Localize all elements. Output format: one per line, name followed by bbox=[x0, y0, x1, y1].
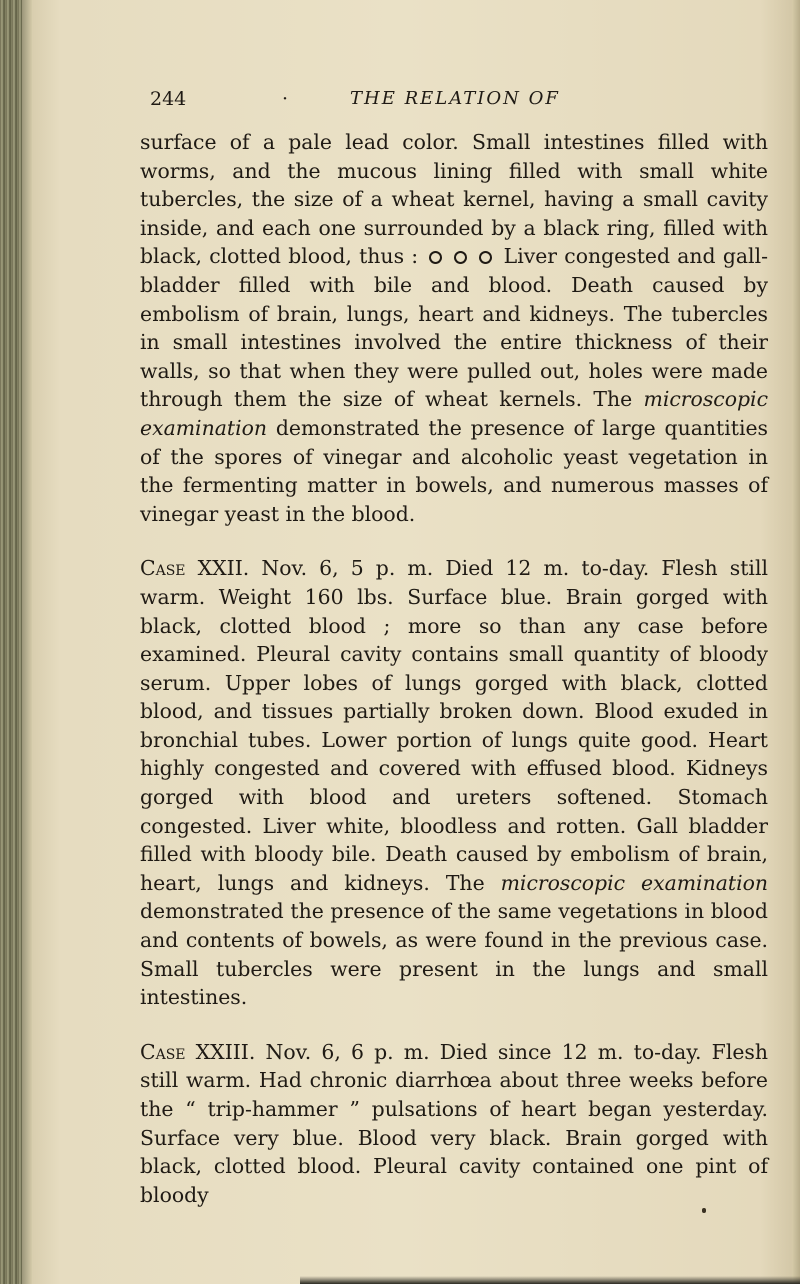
case-heading: Case XXIII. bbox=[140, 1039, 256, 1064]
page-gutter bbox=[22, 0, 32, 1284]
paragraph-2-part-a: Nov. 6, 5 p. m. Died 12 m. to-day. Flesh still warm. Weight 160 lbs. Surface blue. Brain gorged with black, clotted blood ; more so than any case before examined. Pleural cavity contains small quantity of bloody serum. Upper lobes of lungs gorged with black, clotted blood, and tissues partially broken down. Blood exuded in bronchial tubes. Lower portion of lungs quite good. Heart highly congested and covered with effused blood. Kidneys gorged with blood and ureters softened. Stomach congested. Liver white, bloodless and rotten. Gall bladder filled with bloody bile. Death caused by embolism of brain, heart, lungs and kidneys. The bbox=[140, 556, 768, 895]
header-separator: · bbox=[282, 88, 289, 110]
body-text bbox=[140, 128, 768, 1209]
circle-icon bbox=[479, 251, 492, 264]
paragraph-1-part-c: demonstrated the presence of large quantities of the spores of vinegar and alcoholic yeast vegetation in the fermenting matter in bowels, and numerous masses of vinegar yeast in the blood. bbox=[140, 415, 768, 526]
paragraph-1-part-b: Liver congested and gall-bladder filled with bile and blood. Death caused by embolism of brain, lungs, heart and kidneys. The tubercles in small intestines involved the entire thickness of their walls, so that when they were pulled out, holes were made through them the size of wheat kernels. The bbox=[140, 244, 768, 412]
paragraph-2-part-b: demonstrated the presence of the same vegetations in blood and contents of bowels, as were found in the previous case. Small tubercles were present in the lungs and small intestines. bbox=[140, 899, 768, 1010]
circle-icon bbox=[454, 251, 467, 264]
ink-speck bbox=[702, 1208, 706, 1213]
paragraph-case-23 bbox=[140, 1038, 768, 1210]
page-number: 244 bbox=[150, 88, 187, 110]
page-edge bbox=[792, 0, 800, 1284]
paragraph-3-part-a: Nov. 6, 6 p. m. Died since 12 m. to-day. Flesh still warm. Had chronic diarrhœa about three weeks before the “ trip-hammer ” pulsations of heart began yesterday. Surface very blue. Blood very black. Brain gorged with black, clotted blood. Pleural cavity contained one pint of bloody bbox=[140, 1039, 769, 1207]
paragraph-1-part-a: surface of a pale lead color. Small intestines filled with worms, and the mucous lining filled with small white tubercles, the size of a wheat kernel, having a small cavity inside, and each one surrounded by a black ring, filled with black, clotted blood, thus : bbox=[140, 130, 768, 269]
running-header bbox=[150, 88, 710, 118]
book-spine bbox=[0, 0, 22, 1284]
running-title: THE RELATION OF bbox=[350, 88, 560, 109]
paragraph-case-22 bbox=[140, 554, 768, 1012]
bottom-shadow bbox=[300, 1276, 800, 1284]
tubercle-figure bbox=[429, 251, 492, 264]
italic-phrase: microscopic examination bbox=[500, 870, 768, 895]
case-heading: Case XXII. bbox=[140, 556, 250, 581]
italic-phrase: microscopic examination bbox=[140, 387, 768, 440]
paragraph-1 bbox=[140, 128, 768, 528]
circle-icon bbox=[429, 251, 442, 264]
